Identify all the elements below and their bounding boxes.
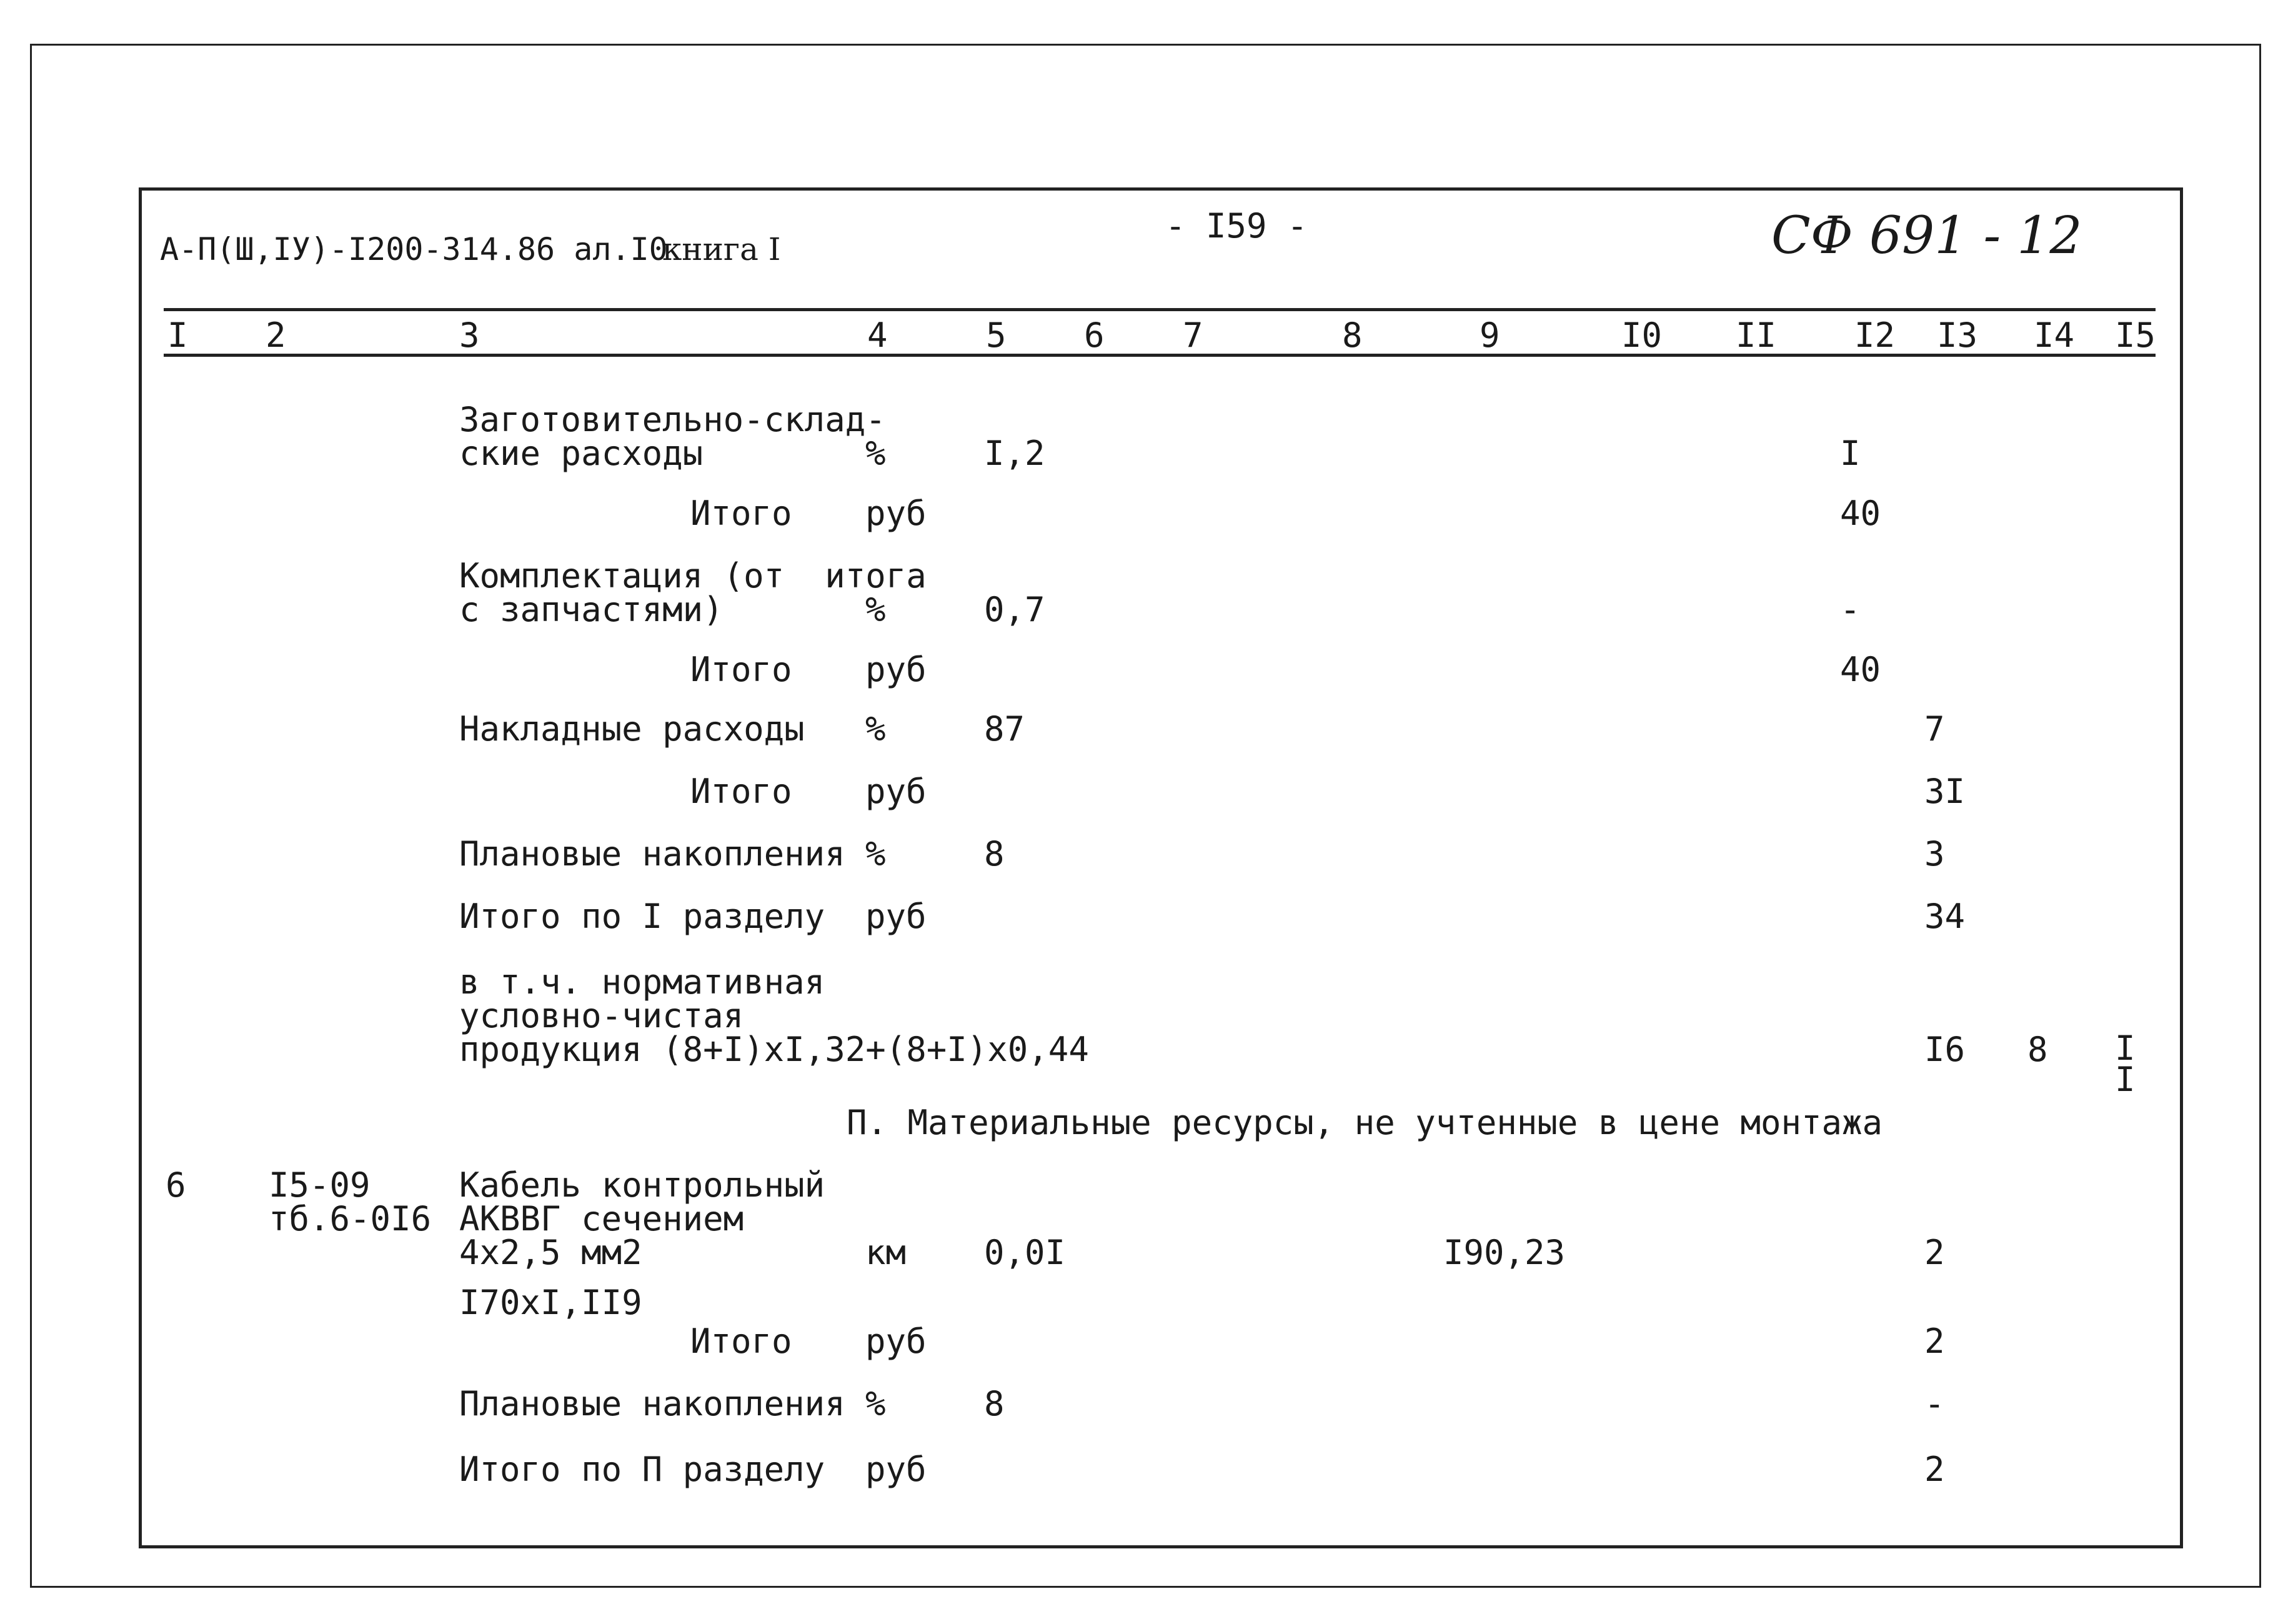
header-top-rule (164, 308, 2156, 311)
row-description: Комплектация (от итога с запчастями) (459, 556, 927, 629)
row-calc-note: I70xI,II9 (459, 1283, 642, 1322)
row-description: Накладные расходы (459, 709, 805, 749)
row-description: Итого (690, 772, 792, 811)
row-unit: руб (865, 650, 927, 689)
column-number-15: I5 (2115, 316, 2156, 355)
column-number-3: 3 (459, 316, 480, 355)
column-number-2: 2 (266, 316, 286, 355)
column-number-1: I (167, 316, 188, 355)
handwritten-stamp: СФ 691 - 12 (1771, 206, 2082, 266)
row-col5-value: 8 (984, 834, 1005, 874)
row-col12-value: - (1840, 590, 1861, 629)
row-unit: руб (865, 494, 927, 533)
row-col15-value: I I (2115, 1029, 2136, 1099)
column-number-9: 9 (1480, 316, 1500, 355)
row-col13-value: 2 (1924, 1233, 1945, 1272)
row-col5-value: 0,0I (984, 1233, 1066, 1272)
row-col13-value: 2 (1924, 1322, 1945, 1361)
row-col13-value: - (1924, 1384, 1945, 1423)
row-col13-value: I6 (1924, 1030, 1966, 1069)
row-col13-value: 2 (1924, 1450, 1945, 1489)
row-col12-value: 40 (1840, 494, 1881, 533)
column-number-7: 7 (1183, 316, 1203, 355)
row-description: Итого (690, 650, 792, 689)
row-description: в т.ч. нормативная условно-чистая продукция (8+I)xI,32+(8+I)x0,44 (459, 962, 1089, 1069)
column-number-14: I4 (2034, 316, 2075, 355)
row-unit: руб (865, 1450, 927, 1489)
row-description: Итого по П разделу (459, 1450, 825, 1489)
doc-code: А-П(Ш,IУ)-I200-314.86 ал.I0 (160, 231, 668, 267)
row-unit: руб (865, 897, 927, 936)
row-col13-value: 7 (1924, 709, 1945, 749)
row-description: Итого по I разделу (459, 897, 825, 936)
row-description: Кабель контрольный АКВВГ сечением 4x2,5 мм2 (459, 1165, 825, 1272)
row-col5-value: I,2 (984, 434, 1045, 473)
row-price-code: I5-09 тб.6-0I6 (269, 1165, 432, 1238)
row-unit: км (865, 1233, 907, 1272)
column-number-8: 8 (1342, 316, 1363, 355)
column-number-11: II (1736, 316, 1777, 355)
row-description: Итого (690, 494, 792, 533)
row-col14-value: 8 (2027, 1030, 2048, 1069)
row-unit: % (865, 434, 886, 473)
row-unit: % (865, 590, 886, 629)
row-col13-value: 34 (1924, 897, 1966, 936)
row-description: Итого (690, 1322, 792, 1361)
row-col5-value: 8 (984, 1384, 1005, 1423)
column-number-10: I0 (1621, 316, 1663, 355)
row-unit: руб (865, 772, 927, 811)
page-number: - I59 - (1165, 206, 1308, 246)
row-col9-value: I90,23 (1443, 1233, 1566, 1272)
row-unit: % (865, 709, 886, 749)
row-unit: % (865, 834, 886, 874)
row-description: Плановые накопления (459, 1384, 845, 1423)
column-number-5: 5 (986, 316, 1007, 355)
column-number-13: I3 (1937, 316, 1978, 355)
row-col13-value: 3 (1924, 834, 1945, 874)
section-heading: П. Материальные ресурсы, не учтенные в цене монтажа (847, 1103, 1883, 1142)
column-number-4: 4 (867, 316, 888, 355)
row-col12-value: I (1840, 434, 1861, 473)
row-description: Заготовительно-склад- ские расходы (459, 400, 886, 473)
header-bottom-rule (164, 354, 2156, 357)
column-number-6: 6 (1084, 316, 1105, 355)
row-col13-value: 3I (1924, 772, 1966, 811)
row-col5-value: 0,7 (984, 590, 1045, 629)
inner-frame (139, 187, 2183, 1548)
row-col5-value: 87 (984, 709, 1025, 749)
row-description: Плановые накопления (459, 834, 845, 874)
book-label: книга I (662, 231, 781, 267)
row-unit: руб (865, 1322, 927, 1361)
row-position-number: 6 (166, 1165, 186, 1205)
row-col12-value: 40 (1840, 650, 1881, 689)
column-number-12: I2 (1854, 316, 1896, 355)
row-unit: % (865, 1384, 886, 1423)
